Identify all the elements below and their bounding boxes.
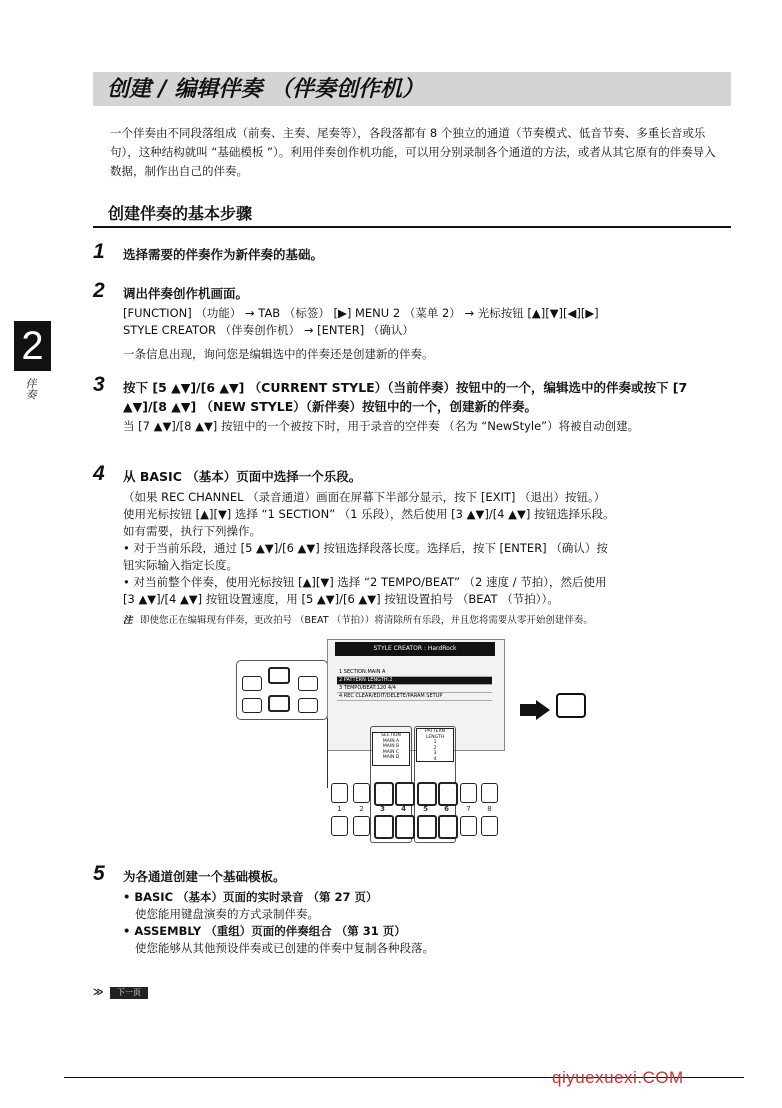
lcd-menu-item: 4 REC CLEAR/EDIT/DELETE/PARAM SETUP xyxy=(337,693,492,701)
step-title: 从 BASIC （基本）页面中选择一个乐段。 xyxy=(123,469,362,484)
note-text: 即使您正在编辑现有伴奏，更改拍号 （BEAT （节拍））将清除所有乐段，并且您将需要从零开始创建伴奏。 xyxy=(140,615,593,626)
step-text: 使用光标按钮 [▲][▼] 选择 “1 SECTION” （1 乐段），然后使用 [3 ▲▼]/[4 ▲▼] 按钮选择乐段。 xyxy=(123,507,615,521)
button-number: 4 xyxy=(401,805,406,813)
button-number: 6 xyxy=(444,805,449,813)
lcd-pointer-line xyxy=(327,718,328,788)
step-text: [FUNCTION] （功能） → TAB （标签） [▶] MENU 2 （菜单 2） → 光标按钮 [▲][▼][◀][▶] xyxy=(123,306,599,320)
step-text: STYLE CREATOR （伴奏创作机） → [ENTER] （确认） xyxy=(123,323,414,337)
lcd-header: STYLE CREATOR : HardRock xyxy=(335,642,495,656)
panel-button[interactable] xyxy=(242,698,262,713)
lcd-menu-item: 3 TEMPO/BEAT:120 4/4 xyxy=(337,685,492,693)
step-text: （如果 REC CHANNEL （录音通道）画面在屏幕下半部分显示，按下 [EXIT] （退出）按钮。） xyxy=(123,490,606,504)
step-text: • 对当前整个伴奏，使用光标按钮 [▲][▼] 选择 “2 TEMPO/BEAT” （2 速度 / 节拍），然后使用 xyxy=(123,575,607,589)
section-rule xyxy=(93,226,731,228)
button-1-up[interactable] xyxy=(331,783,348,803)
step-number: 1 xyxy=(93,240,105,263)
panel-button[interactable] xyxy=(242,676,262,691)
button-number: 3 xyxy=(380,805,385,813)
step-title: 为各通道创建一个基础模板。 xyxy=(123,869,286,884)
bullet-head: • BASIC （基本）页面的实时录音 （第 27 页） xyxy=(123,890,378,904)
lcd-menu xyxy=(337,669,492,701)
lcd-menu-item-selected: 2 PATTERN LENGTH:2 xyxy=(337,677,492,685)
bullet-desc: 使您能用键盘演奏的方式录制伴奏。 xyxy=(135,907,319,921)
button-6-down[interactable] xyxy=(438,815,458,839)
button-3-up[interactable] xyxy=(374,782,394,806)
button-1-down[interactable] xyxy=(331,816,348,836)
step-title: 调出伴奏创作机画面。 xyxy=(123,286,249,301)
step-number: 3 xyxy=(93,373,105,396)
button-2-up[interactable] xyxy=(353,783,370,803)
step-number: 2 xyxy=(93,279,105,302)
cursor-down-button[interactable] xyxy=(268,695,290,712)
step-text: 当 [7 ▲▼]/[8 ▲▼] 按钮中的一个被按下时，用于录音的空伴奏 （名为 “NewStyle”）将被自动创建。 xyxy=(123,419,640,433)
button-number: 5 xyxy=(423,805,428,813)
step-number: 4 xyxy=(93,462,105,485)
button-2-down[interactable] xyxy=(353,816,370,836)
display-icon xyxy=(556,693,586,718)
arrow-head-icon xyxy=(536,700,550,720)
chapter-label: 伴奏 xyxy=(24,378,37,400)
step-text: • 对于当前乐段，通过 [5 ▲▼]/[6 ▲▼] 按钮选择段落长度。选择后，按下 [ENTER] （确认）按 xyxy=(123,541,608,555)
button-number: 8 xyxy=(487,805,492,813)
bullet-head: • ASSEMBLY （重组）页面的伴奏组合 （第 31 页） xyxy=(123,924,406,938)
intro-paragraph: 一个伴奏由不同段落组成（前奏、主奏、尾奏等），各段落都有 8 个独立的通道（节奏模式、低音节奏、多重长音或乐句），这种结构就叫 “基础模板 ”）。利用伴奏创作机功能，可以用分别录制各个通道的方法，或者从其它原有的伴奏导入数据，制作出自己的伴奏。 xyxy=(110,126,716,178)
step-text: 如有需要，执行下列操作。 xyxy=(123,524,261,538)
step-text: 钮实际输入指定长度。 xyxy=(123,558,238,572)
button-6-up[interactable] xyxy=(438,782,458,806)
bullet-desc: 使您能够从其他预设伴奏或已创建的伴奏中复制各种段落。 xyxy=(135,941,434,955)
next-page-label[interactable]: 下一页 xyxy=(110,987,148,999)
button-7-up[interactable] xyxy=(460,783,477,803)
section-title: 创建伴奏的基本步骤 xyxy=(108,204,253,223)
button-8-down[interactable] xyxy=(481,816,498,836)
button-number: 7 xyxy=(466,805,471,813)
page-title: 创建 / 编辑伴奏 （伴奏创作机） xyxy=(107,77,425,102)
watermark: qiyuexuexi.COM xyxy=(552,1068,684,1087)
button-number: 1 xyxy=(337,805,342,813)
step-text: [3 ▲▼]/[4 ▲▼] 按钮设置速度，用 [5 ▲▼]/[6 ▲▼] 按钮设置拍号 （BEAT （节拍））。 xyxy=(123,592,559,606)
step-text: 一条信息出现，询问您是编辑选中的伴奏还是创建新的伴奏。 xyxy=(123,347,434,361)
step-number: 5 xyxy=(93,862,105,885)
button-4-down[interactable] xyxy=(395,815,415,839)
cursor-up-button[interactable] xyxy=(268,667,290,684)
button-number: 2 xyxy=(359,805,364,813)
step-title: 按下 [5 ▲▼]/[6 ▲▼] （CURRENT STYLE）（当前伴奏）按钮中的一个，编辑选中的伴奏或按下 [7 ▲▼]/[8 ▲▼] （NEW STYLE）（新伴奏）按钮中的一个，创建新的伴奏。 xyxy=(123,380,688,414)
length-popup: PATTERN LENGTH 1 2 3 4 xyxy=(416,728,454,762)
button-8-up[interactable] xyxy=(481,783,498,803)
button-5-down[interactable] xyxy=(417,815,437,839)
note-mark: 注 xyxy=(123,615,133,626)
button-3-down[interactable] xyxy=(374,815,394,839)
lcd-menu-item: 1 SECTION:MAIN A xyxy=(337,669,492,677)
section-popup: SECTION MAIN A MAIN B MAIN C MAIN D xyxy=(372,732,410,766)
step-title: 选择需要的伴奏作为新伴奏的基础。 xyxy=(123,247,324,262)
panel-button[interactable] xyxy=(298,676,318,691)
button-4-up[interactable] xyxy=(395,782,415,806)
panel-button[interactable] xyxy=(298,698,318,713)
button-7-down[interactable] xyxy=(460,816,477,836)
next-page-icon: ≫ xyxy=(93,987,104,998)
button-5-up[interactable] xyxy=(417,782,437,806)
chapter-number-tab: 2 xyxy=(14,321,51,371)
